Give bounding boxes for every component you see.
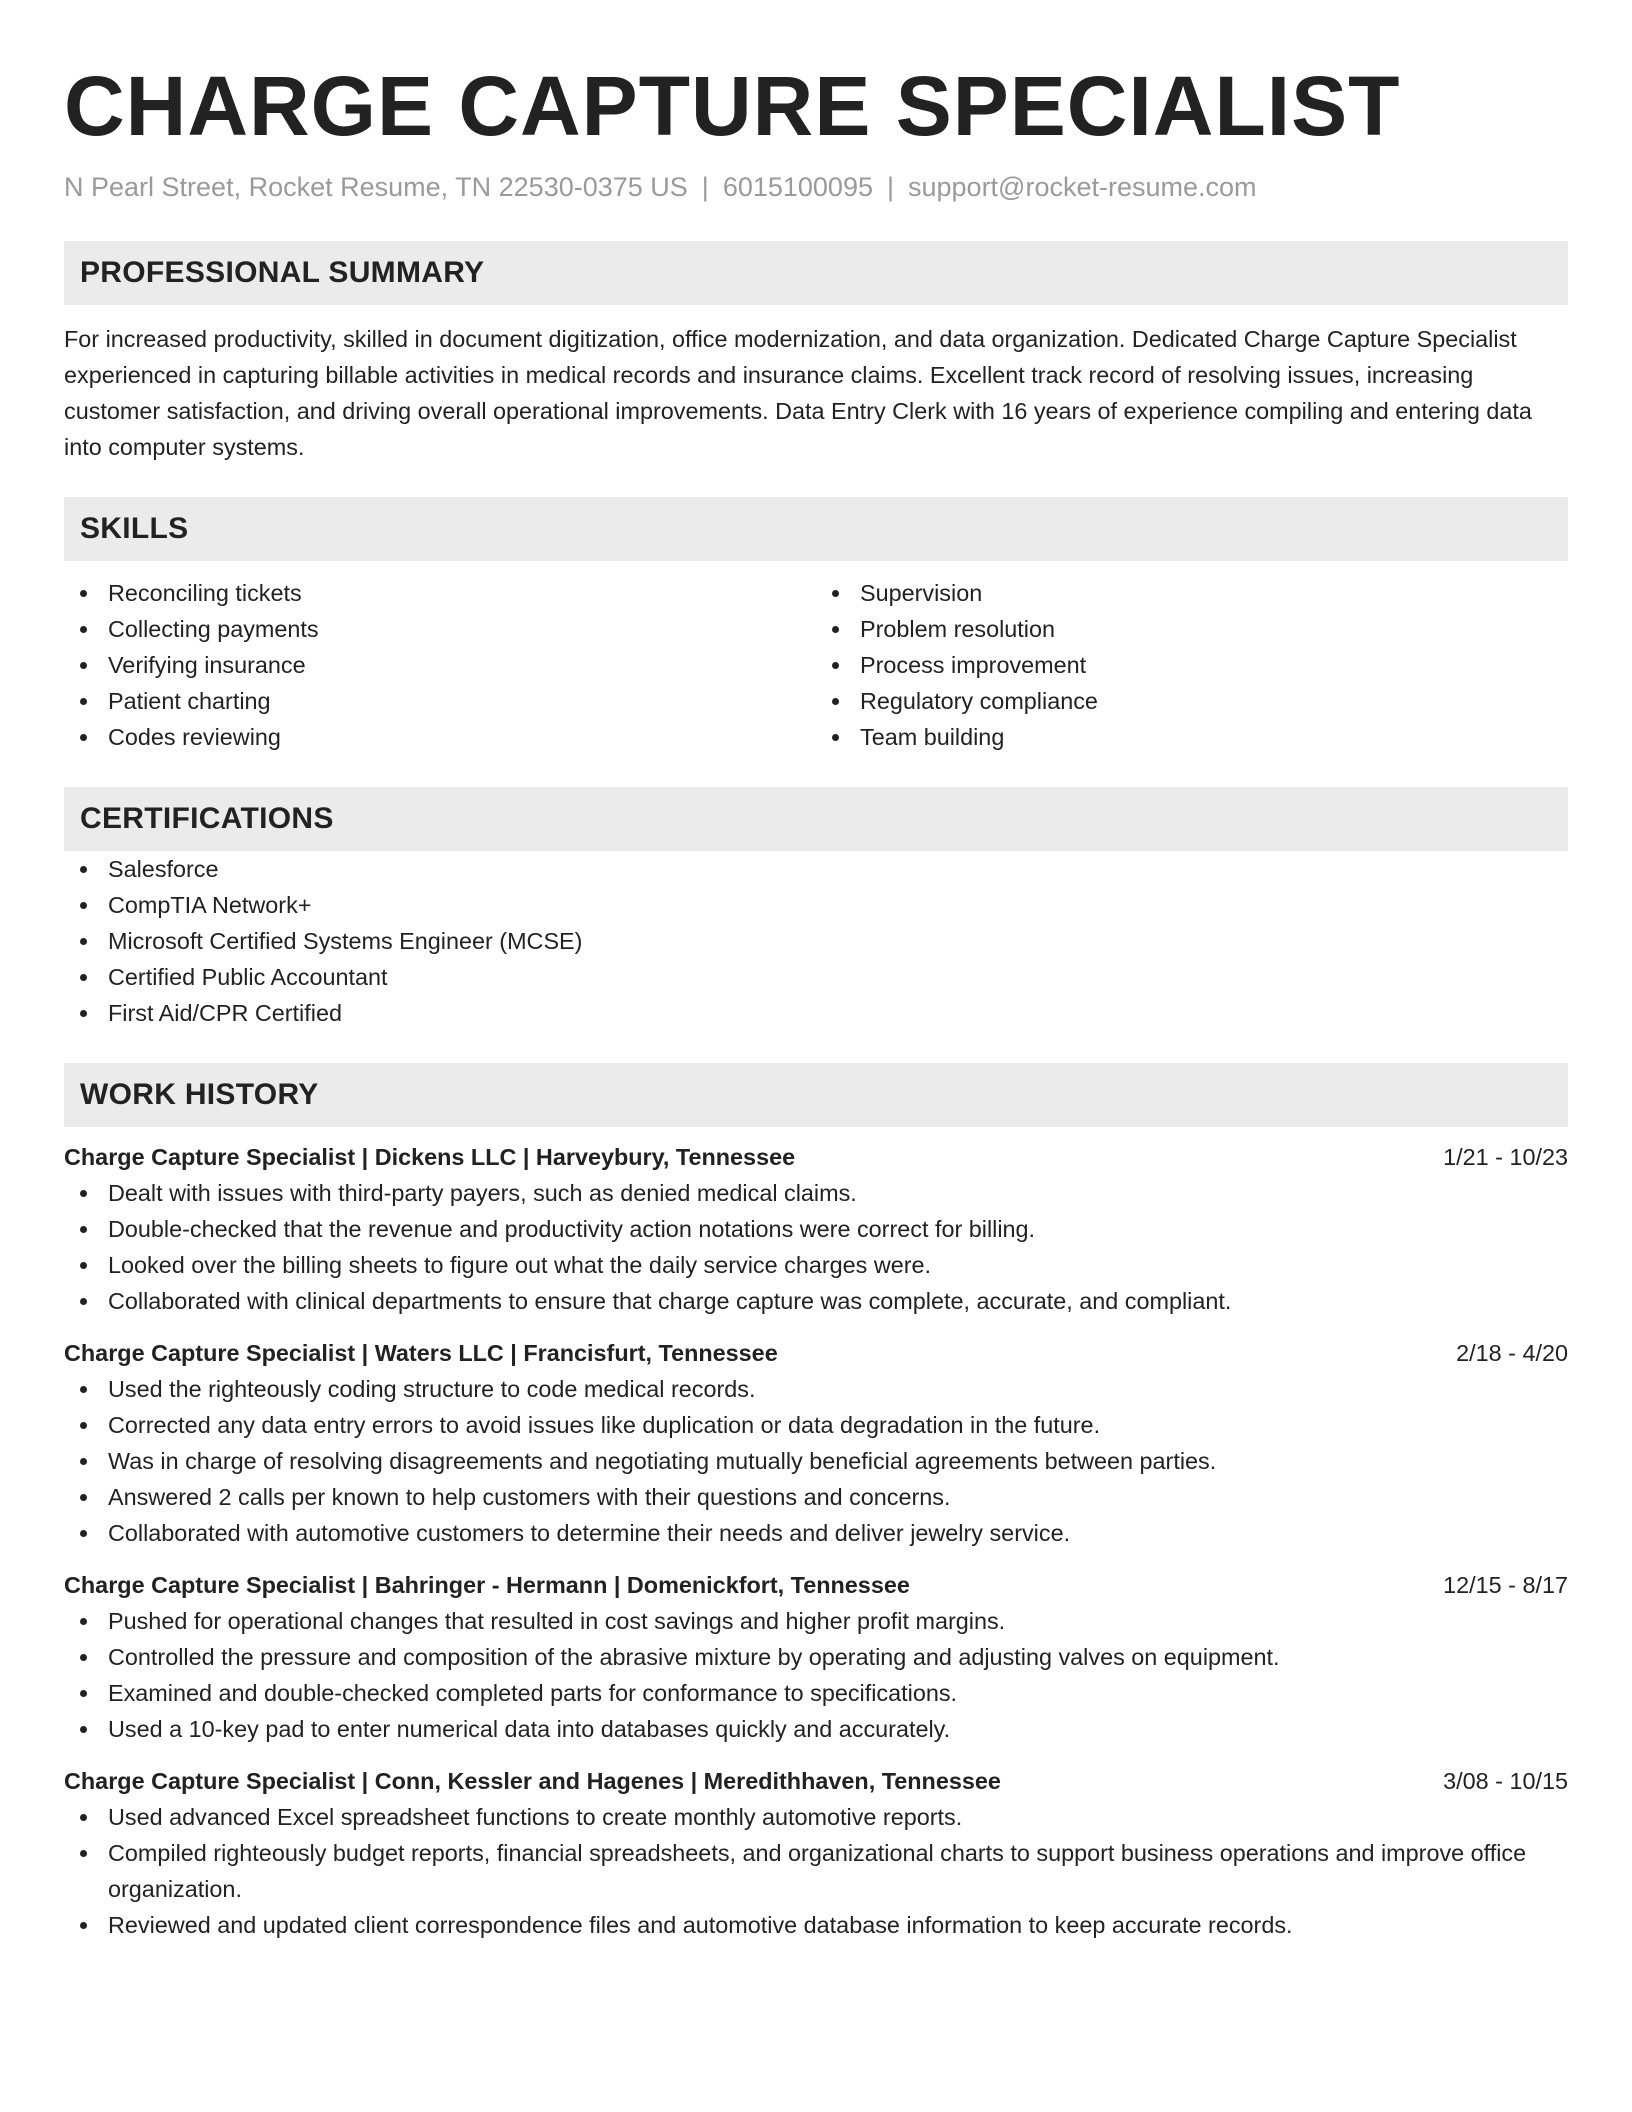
address-text: N Pearl Street, Rocket Resume, TN 22530-0375 US [64,172,688,202]
certification-item: Salesforce [64,851,1568,887]
job-entry [64,1567,1568,1747]
job-duty: Controlled the pressure and composition of the abrasive mixture by operating and adjusting valves on equipment. [64,1639,1568,1675]
job-header [64,1139,1568,1175]
job-duty: Answered 2 calls per known to help customers with their questions and concerns. [64,1479,1568,1515]
job-duty: Compiled righteously budget reports, financial spreadsheets, and organizational charts to support business operations and improve office organization. [64,1835,1568,1907]
job-duty: Used advanced Excel spreadsheet functions to create monthly automotive reports. [64,1799,1568,1835]
job-duty: Pushed for operational changes that resulted in cost savings and higher profit margins. [64,1603,1568,1639]
skill-item: Regulatory compliance [816,683,1568,719]
job-duties-list [64,1175,1568,1319]
skills-section-header: SKILLS [64,497,1568,561]
skill-item: Problem resolution [816,611,1568,647]
certification-item: CompTIA Network+ [64,887,1568,923]
job-duties-list [64,1371,1568,1551]
job-header [64,1763,1568,1799]
skill-item: Verifying insurance [64,647,816,683]
job-duties-list [64,1603,1568,1747]
job-entry [64,1763,1568,1943]
job-dates: 2/18 - 4/20 [1456,1340,1568,1366]
certifications-list [64,851,1568,1031]
job-entry [64,1139,1568,1319]
skills-list-right [816,575,1568,755]
job-duties-list [64,1799,1568,1943]
job-duty: Collaborated with automotive customers to determine their needs and deliver jewelry service. [64,1515,1568,1551]
job-title: Charge Capture Specialist | Waters LLC | Francisfurt, Tennessee [64,1340,778,1366]
skill-item: Team building [816,719,1568,755]
job-header [64,1335,1568,1371]
skills-grid [64,575,1568,755]
job-duty: Collaborated with clinical departments to ensure that charge capture was complete, accurate, and compliant. [64,1283,1568,1319]
contact-separator: | [886,172,894,202]
job-dates: 3/08 - 10/15 [1443,1768,1568,1794]
candidate-name: CHARGE CAPTURE SPECIALIST [64,59,1401,153]
job-duty: Used a 10-key pad to enter numerical data into databases quickly and accurately. [64,1711,1568,1747]
job-title: Charge Capture Specialist | Conn, Kessler and Hagenes | Meredithhaven, Tennessee [64,1768,1001,1794]
job-duty: Dealt with issues with third-party payers, such as denied medical claims. [64,1175,1568,1211]
certification-item: First Aid/CPR Certified [64,995,1568,1031]
job-duty: Used the righteously coding structure to code medical records. [64,1371,1568,1407]
job-dates: 1/21 - 10/23 [1443,1144,1568,1170]
email-text: support@rocket-resume.com [908,172,1257,202]
skill-item: Collecting payments [64,611,816,647]
skill-item: Patient charting [64,683,816,719]
job-duty: Was in charge of resolving disagreements and negotiating mutually beneficial agreements between parties. [64,1443,1568,1479]
certifications-section-header: CERTIFICATIONS [64,787,1568,851]
job-title: Charge Capture Specialist | Bahringer - Hermann | Domenickfort, Tennessee [64,1572,910,1598]
skills-list-left [64,575,816,755]
contact-separator: | [701,172,709,202]
skills-column-left [64,575,816,755]
job-duty: Looked over the billing sheets to figure out what the daily service charges were. [64,1247,1568,1283]
job-duty: Corrected any data entry errors to avoid issues like duplication or data degradation in the future. [64,1407,1568,1443]
skills-column-right [816,575,1568,755]
job-title: Charge Capture Specialist | Dickens LLC | Harveybury, Tennessee [64,1144,796,1170]
skill-item: Supervision [816,575,1568,611]
job-duty: Reviewed and updated client correspondence files and automotive database information to keep accurate records. [64,1907,1568,1943]
certification-item: Microsoft Certified Systems Engineer (MCSE) [64,923,1568,959]
job-header [64,1567,1568,1603]
job-duty: Examined and double-checked completed parts for conformance to specifications. [64,1675,1568,1711]
phone-text: 6015100095 [722,172,873,202]
job-duty: Double-checked that the revenue and productivity action notations were correct for billing. [64,1211,1568,1247]
skill-item: Process improvement [816,647,1568,683]
work-history-section-header: WORK HISTORY [64,1063,1568,1127]
job-dates: 12/15 - 8/17 [1443,1572,1568,1598]
summary-text: For increased productivity, skilled in document digitization, office modernization, and data organization. Dedicated Charge Capture Specialist experienced in capturing billable activities in medical records and insurance claims. Excellent track record of resolving issues, increasing customer satisfaction, and driving overall operational improvements. Data Entry Clerk with 16 years of experience compiling and entering data into computer systems. [64,326,1532,460]
job-entry [64,1335,1568,1551]
summary-section-header: PROFESSIONAL SUMMARY [64,241,1568,305]
certification-item: Certified Public Accountant [64,959,1568,995]
skill-item: Reconciling tickets [64,575,816,611]
skill-item: Codes reviewing [64,719,816,755]
contact-line [64,170,1568,204]
